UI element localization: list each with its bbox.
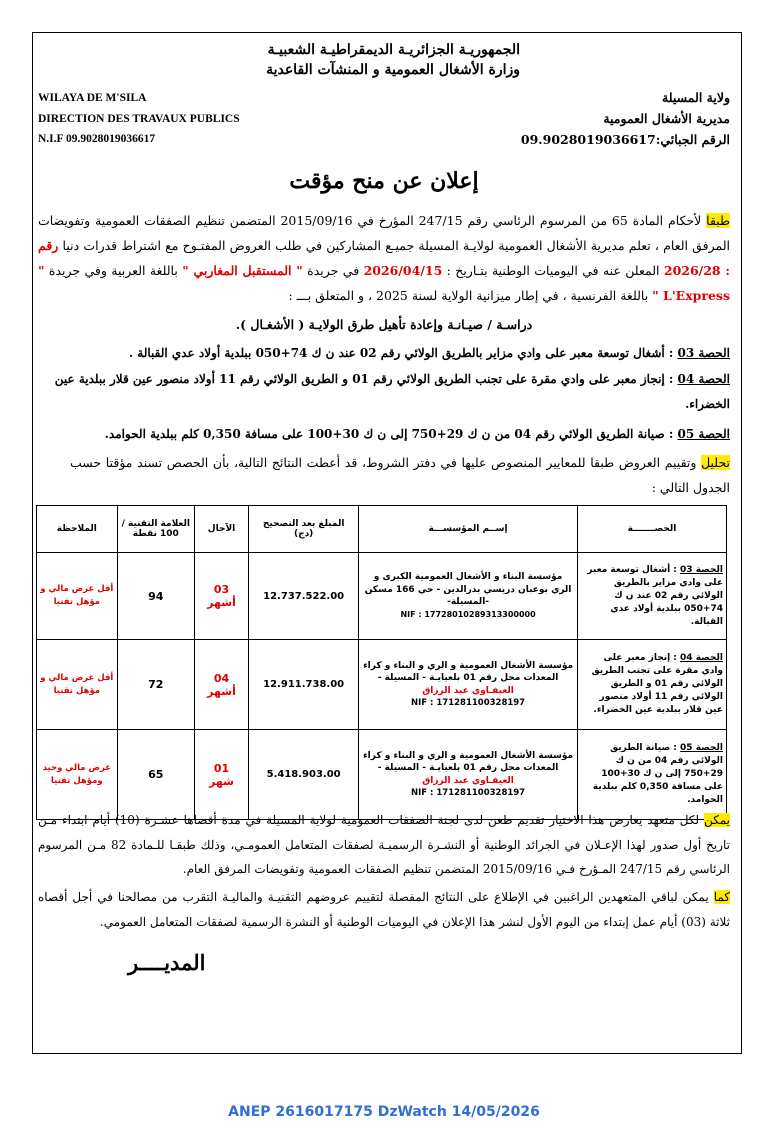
table-header-row [37, 506, 727, 553]
invite-text: يمكن لباقي المتعهدين الراغبين في الإطلاع على النتائج المفصلة لتقييم عروضهم التقنيـة والماليـة التقرب من مصالحنا في أجل أقصاه ثلاثة (03) أيام عمل إبتداء من اليوم الأول لنشر هذا الإعلان في اليوميات الوطنية أو النشرة الرسمية لصفقات المتعامل العمومي. [38, 890, 730, 929]
analysis-highlight: تحليل [701, 455, 730, 470]
cell-firm [359, 553, 578, 640]
cell-lot-label: الحصة 03 [680, 564, 723, 575]
firm-nif: NIF : 171281100328197 [410, 788, 526, 798]
cell-lot-text: : إنجاز معبر على وادي مقرة على تجنب الطريق الولائي رقم 01 و الطريق الولائي رقم 11 أولاد منصور عين قلار ببلدية عين الخضراء. [591, 653, 723, 715]
intro-text4: باللغة العربية وفي جريدة [44, 263, 183, 278]
lot-label: الحصة 04 [677, 372, 730, 386]
lot-text: : إنجاز معبر على وادي مقرة على تجنب الطريق الولائي رقم 01 و الطريق الولائي رقم 11 أولاد منصور عين قلار ببلدية عين الخضراء. [54, 372, 730, 411]
newspaper-french: " L'Express " [38, 263, 730, 303]
cell-score: 72 [117, 640, 194, 730]
cell-amount: 12.737.522.00 [249, 553, 359, 640]
cell-remark: أقل عرض مالي و مؤهل تقنيا [37, 640, 118, 730]
results-table [36, 505, 727, 820]
lot-text: : أشغال توسعة معبر على وادي مزاير بالطريق الولائي رقم 02 عند ن ك 74+050 ببلدية أولاد عدي القبالة . [128, 346, 678, 360]
cell-remark: أقل عرض مالي و مؤهل تقنيا [37, 553, 118, 640]
republic-heading: الجمهوريـة الجزائريـة الديمقراطيـة الشعبيـة [267, 42, 520, 58]
intro-text5: باللغة الفرنسية ، في إطار ميزانية الولاية لسنة 2025 ، و المتعلق بـــ : [288, 288, 653, 303]
table-row [37, 553, 727, 640]
table-row [37, 640, 727, 730]
delay-unit: أشهر [207, 596, 236, 609]
wilaya-ar: ولاية المسيلة [662, 90, 730, 105]
firm-manager: العيفـاوي عبد الرزاق [422, 775, 514, 786]
delay-unit: شهر [209, 774, 234, 788]
firm-name: مؤسسة البناء و الأشغال العمومية الكبرى و الري بوعبان دريسي بدرالدين - حي 166 مسكن -المسيلة- [364, 572, 572, 607]
header-score: العلامة التقنية / 100 نقطة [117, 506, 194, 553]
header-delay: الآجال [194, 506, 248, 553]
wilaya-fr: WILAYA DE M'SILA [38, 92, 147, 104]
delay-number: 03 [213, 583, 230, 596]
nif-ar-value: 09.9028019036617 [520, 132, 656, 147]
director-signature: المديــــر [128, 950, 206, 975]
cell-lot-text: : صيانة الطريق الولائي رقم 04 من ن ك 29+750 إلى ن ك 30+100 على مسافة 0,350 كلم ببلدية الحوامد. [592, 743, 723, 805]
intro-paragraph [38, 208, 730, 308]
firm-name: مؤسسة الأشغال العمومية و الري و البناء و كراء المعدات محل رقم 01 بلعبايـة - المسيلة - [363, 660, 574, 683]
analysis-paragraph [70, 450, 730, 500]
cell-amount: 5.418.903.00 [249, 730, 359, 820]
cell-firm [359, 640, 578, 730]
cell-score: 65 [117, 730, 194, 820]
table-row [37, 730, 727, 820]
intro-highlight: طبقا [706, 213, 730, 228]
ministry-heading: وزارة الأشغال العمومية و المنشآت القاعدية [266, 62, 520, 78]
page-title: إعلان عن منح مؤقت [289, 168, 479, 194]
direction-ar: مديرية الأشغال العمومية [603, 111, 730, 126]
header-remark: الملاحظة [37, 506, 118, 553]
header-lot: الحصـــــــة [577, 506, 726, 553]
subject-line: دراسـة / صيـانـة وإعادة تأهيل طرق الولايـة ( الأشغـال ). [235, 317, 533, 332]
lot-label: الحصة 03 [677, 346, 730, 360]
header-firm: إســم المؤسســـة [359, 506, 578, 553]
lot-item [38, 367, 730, 417]
cell-remark: عرض مالي وحيد ومؤهل تقنيا [37, 730, 118, 820]
cell-delay [194, 640, 248, 730]
cell-score: 94 [117, 553, 194, 640]
nif-fr: N.I.F 09.9028019036617 [38, 133, 156, 145]
appeal-text: لكل متعهد يعارض هذا الاختيار تقديم طعن لدى لجنة الصفقات العمومية لولاية المسيلة في مدة أقصاها عشـرة (10) أيام ابتداء مـن تاريخ أول صدور لهذا الإعـلان في الجرائد الوطنية أو النشـرة الرسميـة لصفقات المتعامل العمومـي، وذلك طبقـا للـمادة 82 مـن المرسوم الرئاسي رقم 247/15 المـؤرخ فـي 2015/09/16 المتضمن تنظيم الصفقات العمومية وتفويضات المرفق العام. [38, 813, 730, 876]
firm-name: مؤسسة الأشغال العمومية و الري و البناء و كراء المعدات محل رقم 01 بلعبايـة - المسيلة - [363, 750, 574, 773]
publication-date: 2026/04/15 [363, 263, 443, 278]
newspaper-arabic: " المستقبل المغاربي " [182, 263, 303, 278]
intro-text2: المعلن عنه في اليوميات الوطنية بتـاريخ : [442, 263, 664, 278]
lot-label: الحصة 05 [677, 427, 730, 441]
lot-text: : صيانة الطريق الولائي رقم 04 من ن ك 29+750 إلى ن ك 30+100 على مسافة 0,350 كلم ببلدية الحوامد. [104, 427, 678, 441]
cell-delay [194, 553, 248, 640]
firm-nif: NIF : 171281100328197 [410, 698, 526, 708]
nif-ar [521, 132, 730, 147]
lot-item [38, 341, 730, 366]
header-amount: المبلغ بعد التصحيح (دج) [249, 506, 359, 553]
tender-number: رقم : 2026/28 [38, 238, 731, 278]
analysis-text: وتقييم العروض طبقا للمعايير المنصوص عليها في دفتر الشروط، قد أعطت النتائج التالية، بأن الحصص تسند مؤقتا حسب الجدول التالي : [70, 455, 730, 495]
direction-fr: DIRECTION DES TRAVAUX PUBLICS [38, 113, 240, 125]
invite-highlight: كما [713, 890, 730, 904]
cell-amount: 12.911.738.00 [249, 640, 359, 730]
cell-firm [359, 730, 578, 820]
appeal-highlight: يمكن [703, 813, 730, 827]
cell-lot [577, 730, 726, 820]
firm-nif: NIF : 17728010289313300000 [400, 609, 536, 619]
nif-ar-label: الرقم الجبائي: [655, 132, 730, 147]
cell-lot [577, 553, 726, 640]
footer-reference: ANEP 2616017175 DzWatch 14/05/2026 [228, 1104, 540, 1120]
cell-lot-label: الحصة 04 [680, 653, 723, 663]
intro-text3: في جريدة [302, 263, 364, 278]
appeal-paragraph [38, 808, 730, 882]
delay-unit: أشهر [207, 684, 236, 698]
cell-lot [577, 640, 726, 730]
invite-paragraph [38, 885, 730, 934]
intro-text1: لأحكام المادة 65 من المرسوم الرئاسي رقم 247/15 المؤرخ في 2015/09/16 المتضمن تنظيم الصفقات العمومية وتفويضات المرفق العام ، تعلم مديرية الأشغال العمومية لولايـة المسيلة جميـع المشاركين في طلب العروض المفتـوح مع اشتراط قدرات دنيا [38, 213, 730, 253]
cell-lot-label: الحصة 05 [680, 743, 723, 753]
cell-lot-text: : أشغال توسعة معبر على وادي مزاير بالطريق الولائي رقم 02 عند ن ك 74+050 ببلدية أولاد عدي القبالة. [587, 564, 723, 627]
delay-number: 01 [213, 761, 230, 775]
lot-item [38, 422, 730, 447]
delay-number: 04 [213, 671, 230, 685]
cell-delay [194, 730, 248, 820]
firm-manager: العيفـاوي عبد الرزاق [422, 685, 514, 696]
